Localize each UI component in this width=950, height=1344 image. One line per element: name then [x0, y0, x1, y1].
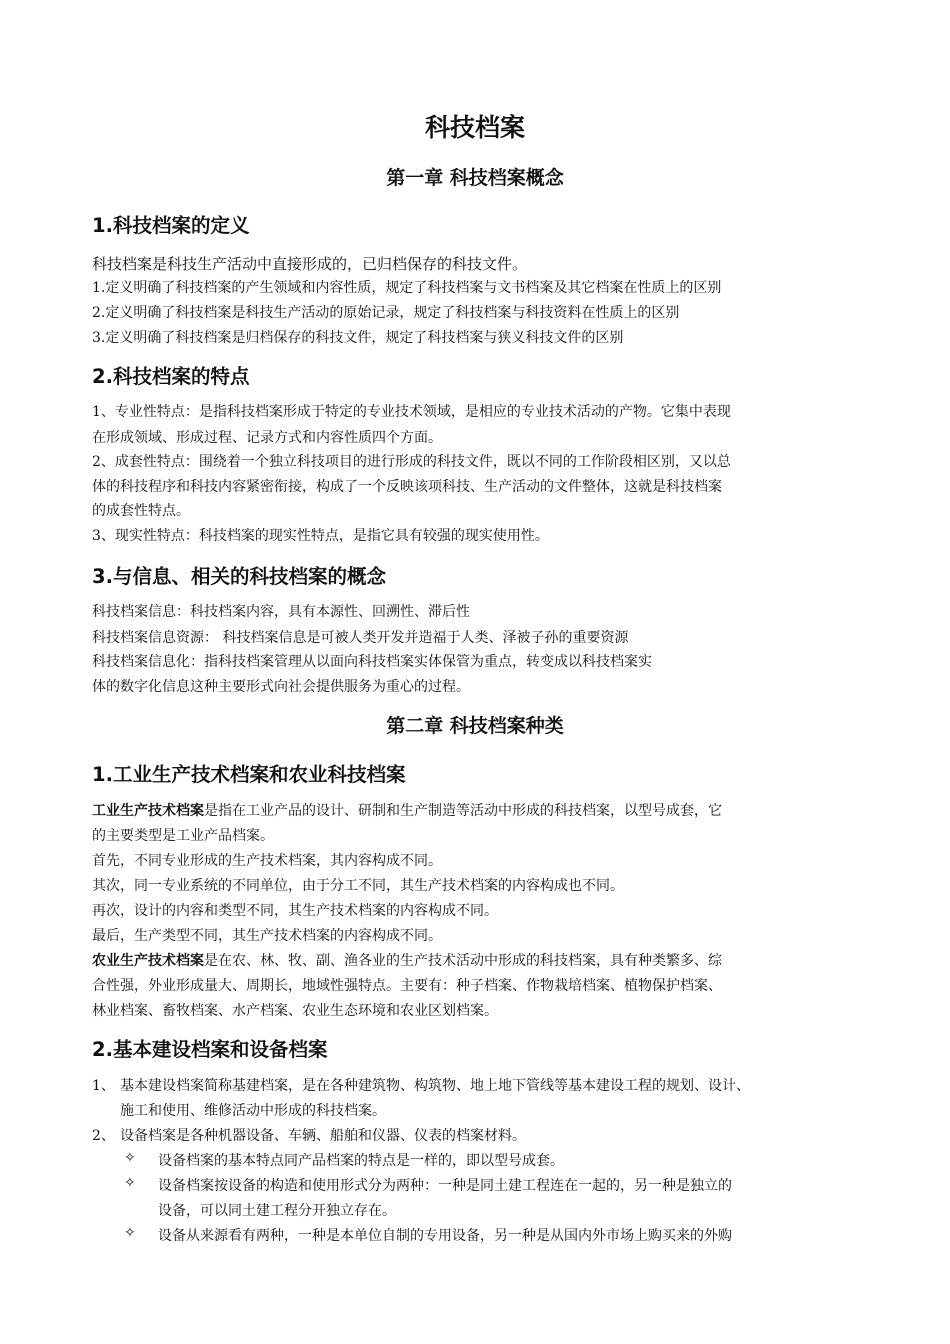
feature-line: 在形成领域、形成过程、记录方式和内容性质四个方面。	[92, 430, 442, 446]
agricultural-paragraph-line: 林业档案、畜牧档案、水产档案、农业生态环境和农业区划档案。	[92, 1003, 498, 1019]
list-item-text: 基本建设档案简称基建档案，是在各种建筑物、构筑物、地上地下管线等基本建设工程的规划、设计、	[120, 1078, 750, 1094]
sub-list-item-text: 设备，可以同土建工程分开独立存在。	[158, 1203, 396, 1219]
definition-intro: 科技档案是科技生产活动中直接形成的，已归档保存的科技文件。	[92, 255, 528, 273]
industrial-definition: 是指在工业产品的设计、研制和生产制造等活动中形成的科技档案，以型号成套，它	[204, 803, 722, 819]
agricultural-paragraph-line	[92, 950, 722, 970]
industrial-point: 首先，不同专业形成的生产技术档案，其内容构成不同。	[92, 853, 442, 869]
sub-list-item-text: 设备档案的基本特点同产品档案的特点是一样的，即以型号成套。	[158, 1153, 564, 1169]
concept-line: 科技档案信息：科技档案内容，具有本源性、回溯性、滞后性	[92, 604, 470, 620]
section-2-2-heading: 2.基本建设档案和设备档案	[92, 1038, 328, 1061]
list-item-text: 设备档案是各种机器设备、车辆、船舶和仪器、仪表的档案材料。	[120, 1128, 526, 1144]
agricultural-paragraph-line: 合性强，外业形成量大、周期长，地域性强特点。主要有：种子档案、作物栽培档案、植物保护档案、	[92, 978, 722, 994]
section-1-3-heading: 3.与信息、相关的科技档案的概念	[92, 565, 386, 588]
industrial-point: 其次，同一专业系统的不同单位，由于分工不同，其生产技术档案的内容构成也不同。	[92, 878, 624, 894]
feature-line: 1、专业性特点：是指科技档案形成于特定的专业技术领域，是相应的专业技术活动的产物。它集中表现	[92, 404, 731, 420]
definition-point: 1.定义明确了科技档案的产生领域和内容性质，规定了科技档案与文书档案及其它档案在性质上的区别	[92, 280, 722, 296]
list-item-text: 施工和使用、维修活动中形成的科技档案。	[120, 1103, 386, 1119]
feature-line: 3、现实性特点：科技档案的现实性特点，是指它具有较强的现实使用性。	[92, 528, 549, 544]
concept-line: 科技档案信息化：指科技档案管理从以面向科技档案实体保管为重点，转变成以科技档案实	[92, 654, 652, 670]
document-title: 科技档案	[424, 113, 525, 142]
concept-line: 体的数字化信息这种主要形式向社会提供服务为重心的过程。	[92, 679, 470, 695]
industrial-paragraph-line: 的主要类型是工业产品档案。	[92, 828, 274, 844]
feature-line: 2、成套性特点：围绕着一个独立科技项目的进行形成的科技文件，既以不同的工作阶段相区别，又以总	[92, 454, 731, 470]
agricultural-definition: 是在农、林、牧、副、渔各业的生产技术活动中形成的科技档案，具有种类繁多、综	[204, 953, 722, 969]
feature-line: 体的科技程序和科技内容紧密衔接，构成了一个反映该项科技、生产活动的文件整体，这就是科技档案	[92, 479, 722, 495]
section-1-1-heading: 1.科技档案的定义	[92, 214, 250, 237]
concept-line: 科技档案信息资源： 科技档案信息是可被人类开发并造福于人类、泽被子孙的重要资源	[92, 630, 629, 646]
chapter-2-heading: 第二章 科技档案种类	[386, 715, 564, 737]
sub-list-item-text: 设备档案按设备的构造和使用形式分为两种：一种是同土建工程连在一起的，另一种是独立的	[158, 1178, 732, 1194]
chapter-1-heading: 第一章 科技档案概念	[386, 167, 564, 189]
agricultural-term: 农业生产技术档案	[92, 953, 204, 969]
diamond-bullet-icon: ✧	[124, 1175, 136, 1191]
industrial-point: 再次，设计的内容和类型不同，其生产技术档案的内容构成不同。	[92, 903, 498, 919]
section-2-1-heading: 1.工业生产技术档案和农业科技档案	[92, 763, 406, 786]
industrial-point: 最后，生产类型不同，其生产技术档案的内容构成不同。	[92, 928, 442, 944]
diamond-bullet-icon: ✧	[124, 1225, 136, 1241]
diamond-bullet-icon: ✧	[124, 1150, 136, 1166]
industrial-paragraph-line	[92, 800, 722, 820]
sub-list-item-text: 设备从来源看有两种，一种是本单位自制的专用设备，另一种是从国内外市场上购买来的外购	[158, 1228, 732, 1244]
list-number: 2、	[92, 1128, 115, 1144]
industrial-term: 工业生产技术档案	[92, 803, 204, 819]
definition-point: 3.定义明确了科技档案是归档保存的科技文件，规定了科技档案与狭义科技文件的区别	[92, 330, 624, 346]
feature-line: 的成套性特点。	[92, 503, 190, 519]
section-1-2-heading: 2.科技档案的特点	[92, 365, 250, 388]
definition-point: 2.定义明确了科技档案是科技生产活动的原始记录，规定了科技档案与科技资料在性质上的区别	[92, 305, 680, 321]
list-number: 1、	[92, 1078, 115, 1094]
